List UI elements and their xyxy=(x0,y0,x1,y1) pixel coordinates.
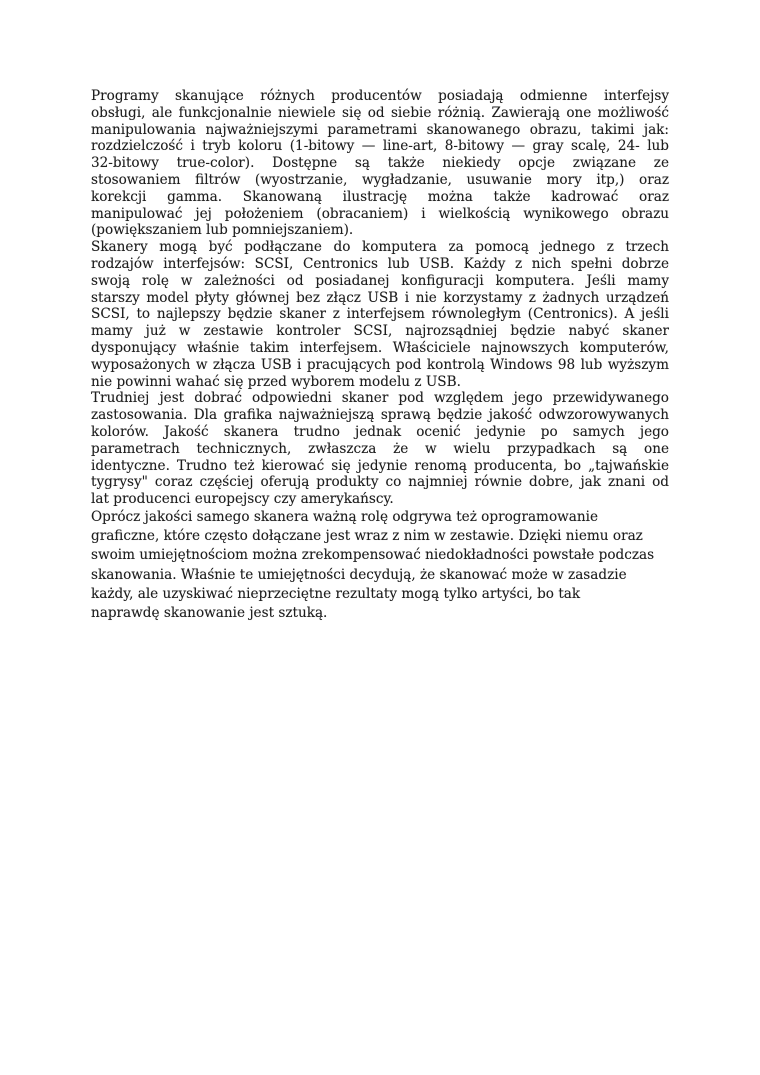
text-line: wyposażonych w złącza USB i pracujących pod kontrolą Windows 98 lub wyższym xyxy=(91,356,669,373)
text-line: Oprócz jakości samego skanera ważną rolę odgrywa też oprogramowanie xyxy=(91,508,599,525)
text-line: naprawdę skanowanie jest sztuką. xyxy=(91,604,328,621)
text-line: Programy skanujące różnych producentów posiadają odmienne interfejsy xyxy=(91,88,669,104)
text-line: rozdzielczość i tryb koloru (1-bitowy — line-art, 8-bitowy — gray scalę, 24- lub xyxy=(91,138,669,155)
text-line: skanowania. Właśnie te umiejętności decydują, że skanować może w zasadzie xyxy=(91,566,627,583)
text-line: swoją rolę w zależności od posiadanej konfiguracji komputera. Jeśli mamy xyxy=(91,272,669,289)
text-line: SCSI, to najlepszy będzie skaner z interfejsem równoległym (Centronics). A jeśli xyxy=(91,306,669,323)
text-line: zastosowania. Dla grafika najważniejszą sprawą będzie jakość odwzorowywanych xyxy=(91,407,669,424)
text-line: graficzne, które często dołączane jest wraz z nim w zestawie. Dzięki niemu oraz xyxy=(91,528,643,545)
document-text xyxy=(91,88,669,623)
paragraph xyxy=(91,239,669,390)
text-line: manipulować jej położeniem (obracaniem) i wielkością wynikowego obrazu xyxy=(91,205,669,222)
paragraph xyxy=(91,390,669,508)
text-line: starszy model płyty głównej bez złącz USB i nie korzystamy z żadnych urządzeń xyxy=(91,289,669,306)
paragraph xyxy=(91,508,669,623)
text-line: 32-bitowy true-color). Dostępne są także niekiedy opcje związane ze xyxy=(91,155,669,172)
text-line: dysponujący właśnie takim interfejsem. Właściciele najnowszych komputerów, xyxy=(91,339,669,356)
text-line: tygrysy" coraz częściej oferują produkty co najmniej równie dobre, jak znani od xyxy=(91,474,669,491)
text-line: Skanery mogą być podłączane do komputera za pomocą jednego z trzech xyxy=(91,239,669,256)
text-line: swoim umiejętnościom można zrekompensować niedokładności powstałe podczas xyxy=(91,547,655,564)
text-line: rodzajów interfejsów: SCSI, Centronics lub USB. Każdy z nich spełni dobrze xyxy=(91,255,669,272)
text-line: manipulowania najważniejszymi parametrami skanowanego obrazu, takimi jak: xyxy=(91,121,669,138)
text-line: identyczne. Trudno też kierować się jedynie renomą producenta, bo „tajwańskie xyxy=(91,457,669,474)
text-line: obsługi, ale funkcjonalnie niewiele się od siebie różnią. Zawierają one możliwość xyxy=(91,104,669,121)
text-line: korekcji gamma. Skanowaną ilustrację można także kadrować oraz xyxy=(91,188,669,205)
text-line: (powiększaniem lub pomniejszaniem). xyxy=(91,222,354,239)
text-line: Trudniej jest dobrać odpowiedni skaner pod względem jego przewidywanego xyxy=(91,390,669,407)
text-line: mamy już w zestawie kontroler SCSI, najrozsądniej będzie nabyć skaner xyxy=(91,323,669,340)
text-line: kolorów. Jakość skanera trudno jednak ocenić jedynie po samych jego xyxy=(91,423,669,440)
text-line: stosowaniem filtrów (wyostrzanie, wygładzanie, usuwanie mory itp,) oraz xyxy=(91,171,669,188)
text-line: nie powinni wahać się przed wyborem modelu z USB. xyxy=(91,373,461,390)
paragraph xyxy=(91,88,669,239)
text-line: parametrach technicznych, zwłaszcza że w wielu przypadkach są one xyxy=(91,440,669,457)
text-line: każdy, ale uzyskiwać nieprzeciętne rezultaty mogą tylko artyści, bo tak xyxy=(91,585,581,602)
text-line: lat producenci europejscy czy amerykańscy. xyxy=(91,491,394,508)
